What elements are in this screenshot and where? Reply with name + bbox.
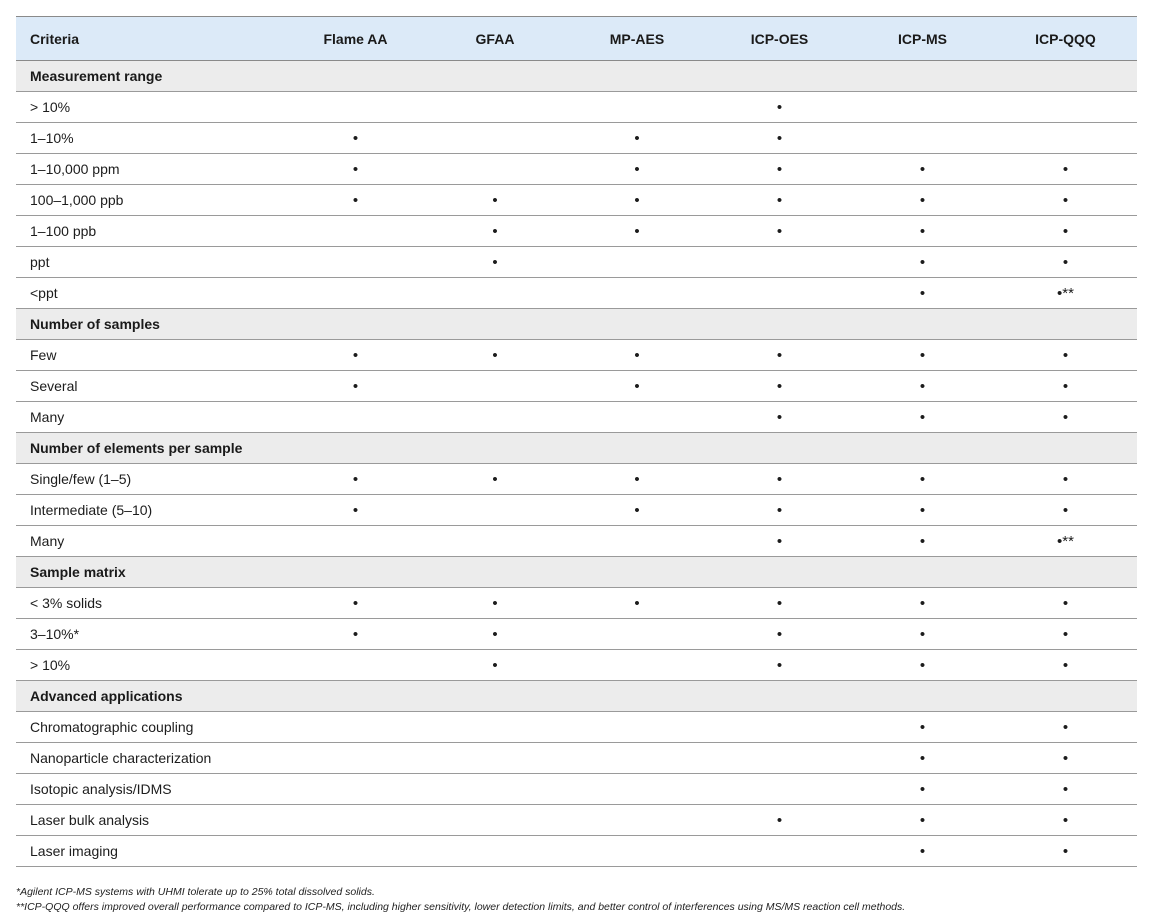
table-cell bbox=[994, 805, 1137, 836]
table-cell bbox=[994, 464, 1137, 495]
table-row bbox=[16, 743, 1137, 774]
table-cell bbox=[708, 464, 851, 495]
table-cell bbox=[851, 92, 994, 123]
table-cell bbox=[851, 464, 994, 495]
table-row bbox=[16, 805, 1137, 836]
table-cell bbox=[566, 402, 708, 433]
table-row bbox=[16, 340, 1137, 371]
bullet-mark: • bbox=[919, 719, 926, 736]
bullet-mark: • bbox=[1062, 750, 1069, 767]
bullet-mark: • bbox=[776, 533, 783, 550]
bullet-mark: • bbox=[634, 130, 640, 147]
header-mp-aes: MP-AES bbox=[566, 17, 708, 61]
table-cell bbox=[424, 805, 566, 836]
table-cell bbox=[424, 836, 566, 867]
table-cell bbox=[994, 371, 1137, 402]
table-cell bbox=[566, 588, 708, 619]
bullet-mark: • bbox=[1062, 161, 1069, 178]
table-cell bbox=[287, 464, 424, 495]
bullet-mark: • bbox=[352, 502, 359, 519]
bullet-mark: • bbox=[919, 161, 926, 178]
table-cell bbox=[851, 836, 994, 867]
table-cell bbox=[851, 495, 994, 526]
table-cell bbox=[994, 92, 1137, 123]
table-cell bbox=[851, 185, 994, 216]
row-label: 1–100 ppb bbox=[16, 216, 287, 247]
bullet-mark: • bbox=[776, 812, 783, 829]
row-label: 3–10%* bbox=[16, 619, 287, 650]
table-cell bbox=[851, 216, 994, 247]
bullet-mark: • bbox=[919, 781, 926, 798]
table-row bbox=[16, 92, 1137, 123]
table-cell bbox=[566, 123, 708, 154]
table-cell bbox=[424, 340, 566, 371]
table-cell bbox=[994, 185, 1137, 216]
table-cell bbox=[424, 526, 566, 557]
table-cell bbox=[566, 836, 708, 867]
table-cell bbox=[424, 588, 566, 619]
table-cell bbox=[708, 123, 851, 154]
table-header bbox=[16, 17, 1137, 61]
bullet-mark: • bbox=[1062, 347, 1069, 364]
comparison-table-container bbox=[16, 16, 1137, 867]
bullet-mark: • bbox=[492, 347, 498, 364]
footnote-icp-qqq: **ICP-QQQ offers improved overall performance compared to ICP-MS, including higher sensitivity, lower detection limits, and better control of interferences using MS/MS reaction cell methods. bbox=[16, 901, 906, 913]
table-cell bbox=[994, 278, 1137, 309]
row-label: ppt bbox=[16, 247, 287, 278]
table-cell bbox=[287, 805, 424, 836]
table-cell bbox=[566, 340, 708, 371]
table-cell bbox=[424, 650, 566, 681]
table-cell bbox=[851, 402, 994, 433]
bullet-mark: • bbox=[776, 347, 783, 364]
header-criteria: Criteria bbox=[16, 17, 287, 61]
table-cell bbox=[566, 805, 708, 836]
bullet-mark: • bbox=[1062, 409, 1069, 426]
table-cell bbox=[424, 92, 566, 123]
table-cell bbox=[994, 650, 1137, 681]
table-cell bbox=[708, 836, 851, 867]
table-cell bbox=[708, 216, 851, 247]
table-cell bbox=[424, 216, 566, 247]
table-cell bbox=[424, 402, 566, 433]
bullet-mark: • bbox=[352, 161, 359, 178]
table-row bbox=[16, 154, 1137, 185]
bullet-mark: • bbox=[776, 378, 783, 395]
table-cell bbox=[566, 216, 708, 247]
bullet-mark: • bbox=[1062, 471, 1069, 488]
table-cell bbox=[851, 526, 994, 557]
table-cell bbox=[566, 371, 708, 402]
bullet-mark: •** bbox=[1057, 533, 1074, 550]
table-row bbox=[16, 526, 1137, 557]
bullet-mark: • bbox=[1062, 843, 1069, 860]
row-label: < 3% solids bbox=[16, 588, 287, 619]
bullet-mark: • bbox=[776, 223, 783, 240]
row-label: <ppt bbox=[16, 278, 287, 309]
bullet-mark: • bbox=[919, 533, 926, 550]
table-cell bbox=[566, 526, 708, 557]
bullet-mark: • bbox=[919, 254, 926, 271]
table-row bbox=[16, 371, 1137, 402]
bullet-mark: • bbox=[492, 192, 498, 209]
bullet-mark: • bbox=[492, 254, 498, 271]
header-icp-ms: ICP-MS bbox=[851, 17, 994, 61]
section-label: Sample matrix bbox=[16, 557, 1137, 588]
footnote-uhmi: *Agilent ICP-MS systems with UHMI tolerate up to 25% total dissolved solids. bbox=[16, 886, 375, 898]
bullet-mark: • bbox=[492, 657, 498, 674]
bullet-mark: • bbox=[776, 99, 783, 116]
table-cell bbox=[424, 278, 566, 309]
table-row bbox=[16, 185, 1137, 216]
table-cell bbox=[424, 743, 566, 774]
bullet-mark: • bbox=[492, 626, 498, 643]
table-cell bbox=[424, 154, 566, 185]
table-cell bbox=[708, 774, 851, 805]
row-label: Many bbox=[16, 526, 287, 557]
bullet-mark: • bbox=[919, 285, 926, 302]
table-row bbox=[16, 619, 1137, 650]
table-row bbox=[16, 495, 1137, 526]
table-cell bbox=[994, 588, 1137, 619]
table-cell bbox=[708, 340, 851, 371]
table-cell bbox=[708, 371, 851, 402]
table-cell bbox=[287, 712, 424, 743]
table-cell bbox=[566, 154, 708, 185]
table-cell bbox=[851, 154, 994, 185]
table-cell bbox=[566, 712, 708, 743]
bullet-mark: • bbox=[352, 471, 359, 488]
table-cell bbox=[566, 278, 708, 309]
bullet-mark: • bbox=[1062, 254, 1069, 271]
table-cell bbox=[287, 340, 424, 371]
row-label: Many bbox=[16, 402, 287, 433]
bullet-mark: • bbox=[634, 223, 640, 240]
table-cell bbox=[287, 619, 424, 650]
bullet-mark: • bbox=[1062, 192, 1069, 209]
table-cell bbox=[708, 402, 851, 433]
row-label: Isotopic analysis/IDMS bbox=[16, 774, 287, 805]
table-cell bbox=[994, 619, 1137, 650]
bullet-mark: • bbox=[776, 595, 783, 612]
bullet-mark: • bbox=[634, 502, 640, 519]
table-cell bbox=[851, 123, 994, 154]
table-cell bbox=[708, 185, 851, 216]
table-row bbox=[16, 216, 1137, 247]
table-cell bbox=[851, 743, 994, 774]
table-row bbox=[16, 836, 1137, 867]
bullet-mark: • bbox=[634, 192, 640, 209]
bullet-mark: • bbox=[634, 378, 640, 395]
table-cell bbox=[287, 216, 424, 247]
row-label: 100–1,000 ppb bbox=[16, 185, 287, 216]
table-cell bbox=[424, 247, 566, 278]
bullet-mark: • bbox=[919, 812, 926, 829]
row-label: Intermediate (5–10) bbox=[16, 495, 287, 526]
table-cell bbox=[566, 495, 708, 526]
table-cell bbox=[424, 619, 566, 650]
bullet-mark: • bbox=[1062, 378, 1069, 395]
section-label: Number of samples bbox=[16, 309, 1137, 340]
table-cell bbox=[566, 247, 708, 278]
bullet-mark: • bbox=[919, 471, 926, 488]
header-flame-aa: Flame AA bbox=[287, 17, 424, 61]
bullet-mark: • bbox=[352, 192, 359, 209]
bullet-mark: • bbox=[776, 192, 783, 209]
bullet-mark: • bbox=[919, 626, 926, 643]
table-cell bbox=[994, 340, 1137, 371]
table-cell bbox=[708, 650, 851, 681]
section-row bbox=[16, 309, 1137, 340]
table-body bbox=[16, 61, 1137, 867]
table-cell bbox=[566, 464, 708, 495]
bullet-mark: • bbox=[352, 626, 359, 643]
section-row bbox=[16, 681, 1137, 712]
table-cell bbox=[851, 619, 994, 650]
bullet-mark: • bbox=[776, 657, 783, 674]
bullet-mark: • bbox=[492, 223, 498, 240]
table-row bbox=[16, 712, 1137, 743]
bullet-mark: • bbox=[919, 192, 926, 209]
section-label: Number of elements per sample bbox=[16, 433, 1137, 464]
bullet-mark: • bbox=[1062, 626, 1069, 643]
table-cell bbox=[994, 123, 1137, 154]
bullet-mark: • bbox=[776, 409, 783, 426]
table-cell bbox=[424, 123, 566, 154]
table-cell bbox=[424, 371, 566, 402]
row-label: Several bbox=[16, 371, 287, 402]
bullet-mark: • bbox=[352, 595, 359, 612]
bullet-mark: • bbox=[776, 471, 783, 488]
table-row bbox=[16, 774, 1137, 805]
bullet-mark: • bbox=[919, 843, 926, 860]
table-cell bbox=[708, 154, 851, 185]
table-cell bbox=[851, 650, 994, 681]
table-cell bbox=[424, 712, 566, 743]
bullet-mark: • bbox=[919, 409, 926, 426]
table-cell bbox=[994, 402, 1137, 433]
table-cell bbox=[424, 774, 566, 805]
row-label: 1–10,000 ppm bbox=[16, 154, 287, 185]
bullet-mark: • bbox=[1062, 595, 1069, 612]
bullet-mark: • bbox=[352, 130, 359, 147]
table-cell bbox=[287, 495, 424, 526]
table-cell bbox=[424, 185, 566, 216]
bullet-mark: • bbox=[634, 161, 640, 178]
table-cell bbox=[566, 743, 708, 774]
table-cell bbox=[287, 92, 424, 123]
bullet-mark: • bbox=[776, 161, 783, 178]
section-label: Advanced applications bbox=[16, 681, 1137, 712]
row-label: Single/few (1–5) bbox=[16, 464, 287, 495]
row-label: Laser bulk analysis bbox=[16, 805, 287, 836]
table-cell bbox=[994, 247, 1137, 278]
bullet-mark: • bbox=[919, 347, 926, 364]
row-label: > 10% bbox=[16, 650, 287, 681]
table-cell bbox=[851, 278, 994, 309]
row-label: Laser imaging bbox=[16, 836, 287, 867]
table-cell bbox=[851, 712, 994, 743]
table-cell bbox=[287, 526, 424, 557]
table-cell bbox=[566, 619, 708, 650]
section-row bbox=[16, 61, 1137, 92]
bullet-mark: • bbox=[352, 378, 359, 395]
row-label: 1–10% bbox=[16, 123, 287, 154]
table-row bbox=[16, 650, 1137, 681]
table-cell bbox=[994, 216, 1137, 247]
table-cell bbox=[566, 185, 708, 216]
bullet-mark: • bbox=[634, 471, 640, 488]
bullet-mark: • bbox=[776, 626, 783, 643]
bullet-mark: • bbox=[1062, 502, 1069, 519]
header-row bbox=[16, 17, 1137, 61]
table-cell bbox=[708, 92, 851, 123]
bullet-mark: • bbox=[1062, 719, 1069, 736]
bullet-mark: • bbox=[492, 471, 498, 488]
bullet-mark: • bbox=[492, 595, 498, 612]
table-cell bbox=[287, 278, 424, 309]
table-row bbox=[16, 402, 1137, 433]
table-cell bbox=[994, 154, 1137, 185]
table-row bbox=[16, 588, 1137, 619]
bullet-mark: • bbox=[634, 347, 640, 364]
bullet-mark: • bbox=[1062, 223, 1069, 240]
table-cell bbox=[287, 402, 424, 433]
table-cell bbox=[708, 619, 851, 650]
bullet-mark: • bbox=[1062, 657, 1069, 674]
section-label: Measurement range bbox=[16, 61, 1137, 92]
table-cell bbox=[851, 340, 994, 371]
table-cell bbox=[287, 371, 424, 402]
technique-comparison-table bbox=[16, 16, 1137, 867]
table-cell bbox=[708, 588, 851, 619]
bullet-mark: • bbox=[919, 750, 926, 767]
table-cell bbox=[287, 185, 424, 216]
header-icp-qqq: ICP-QQQ bbox=[994, 17, 1137, 61]
bullet-mark: •** bbox=[1057, 285, 1074, 302]
bullet-mark: • bbox=[776, 502, 783, 519]
table-cell bbox=[708, 495, 851, 526]
table-cell bbox=[424, 464, 566, 495]
table-cell bbox=[287, 743, 424, 774]
row-label: Few bbox=[16, 340, 287, 371]
table-cell bbox=[287, 774, 424, 805]
table-cell bbox=[851, 774, 994, 805]
table-cell bbox=[994, 836, 1137, 867]
table-cell bbox=[851, 588, 994, 619]
bullet-mark: • bbox=[634, 595, 640, 612]
table-cell bbox=[566, 650, 708, 681]
table-row bbox=[16, 247, 1137, 278]
bullet-mark: • bbox=[919, 502, 926, 519]
table-cell bbox=[994, 526, 1137, 557]
table-row bbox=[16, 123, 1137, 154]
table-cell bbox=[287, 588, 424, 619]
table-cell bbox=[851, 371, 994, 402]
bullet-mark: • bbox=[1062, 812, 1069, 829]
table-cell bbox=[287, 650, 424, 681]
table-cell bbox=[566, 774, 708, 805]
table-cell bbox=[994, 743, 1137, 774]
row-label: Nanoparticle characterization bbox=[16, 743, 287, 774]
table-cell bbox=[994, 774, 1137, 805]
row-label: Chromatographic coupling bbox=[16, 712, 287, 743]
footnotes bbox=[16, 885, 1141, 915]
table-cell bbox=[708, 278, 851, 309]
table-cell bbox=[287, 154, 424, 185]
table-row bbox=[16, 278, 1137, 309]
table-cell bbox=[424, 495, 566, 526]
table-row bbox=[16, 464, 1137, 495]
section-row bbox=[16, 557, 1137, 588]
table-cell bbox=[708, 526, 851, 557]
table-cell bbox=[287, 836, 424, 867]
bullet-mark: • bbox=[776, 130, 783, 147]
header-icp-oes: ICP-OES bbox=[708, 17, 851, 61]
section-row bbox=[16, 433, 1137, 464]
table-cell bbox=[566, 92, 708, 123]
bullet-mark: • bbox=[919, 378, 926, 395]
table-cell bbox=[851, 247, 994, 278]
table-cell bbox=[287, 123, 424, 154]
bullet-mark: • bbox=[352, 347, 359, 364]
bullet-mark: • bbox=[919, 657, 926, 674]
row-label: > 10% bbox=[16, 92, 287, 123]
table-cell bbox=[708, 247, 851, 278]
table-cell bbox=[994, 495, 1137, 526]
table-cell bbox=[708, 743, 851, 774]
table-cell bbox=[708, 805, 851, 836]
table-cell bbox=[851, 805, 994, 836]
bullet-mark: • bbox=[919, 223, 926, 240]
bullet-mark: • bbox=[1062, 781, 1069, 798]
bullet-mark: • bbox=[919, 595, 926, 612]
header-gfaa: GFAA bbox=[424, 17, 566, 61]
table-cell bbox=[994, 712, 1137, 743]
table-cell bbox=[287, 247, 424, 278]
table-cell bbox=[708, 712, 851, 743]
